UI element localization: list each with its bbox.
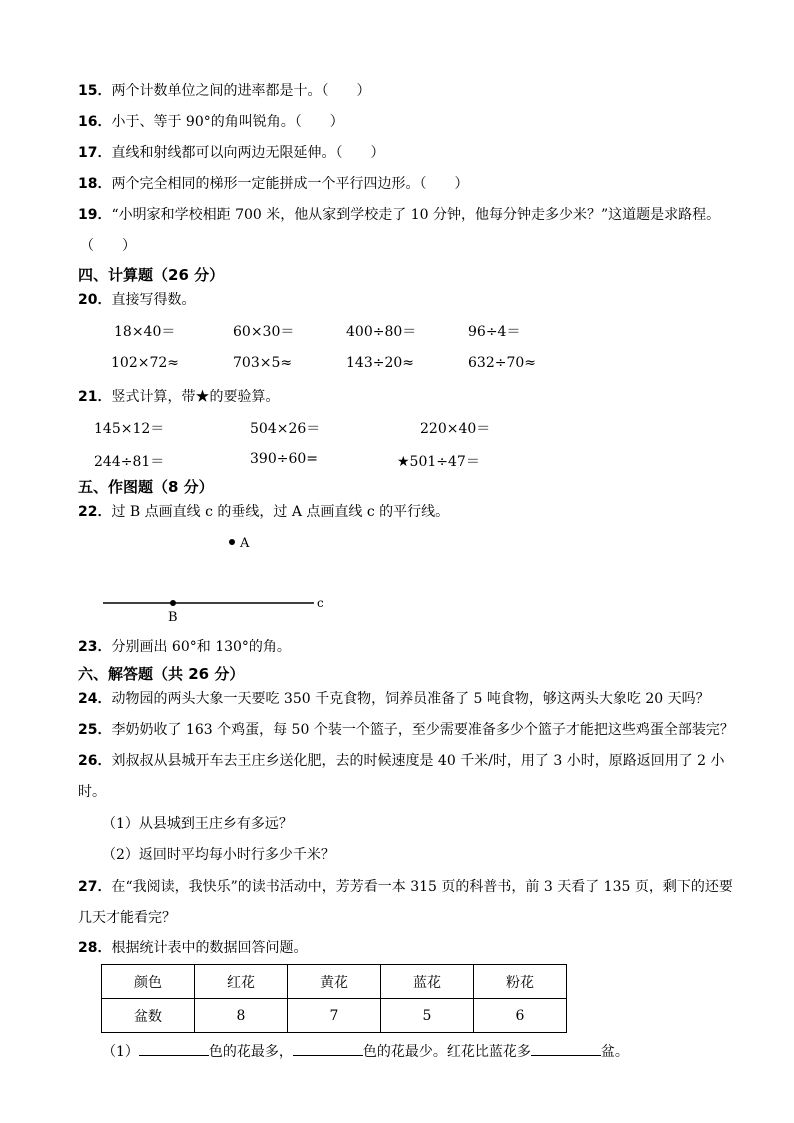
question-26 (78, 751, 725, 771)
table-cell: 红花 (195, 965, 288, 999)
table-cell: 颜色 (102, 965, 195, 999)
question-number: 25． (78, 722, 112, 738)
table-cell: 5 (381, 999, 474, 1033)
question-27 (78, 877, 733, 897)
question-text: 动物园的两头大象一天要吃 350 千克食物，饲养员准备了 5 吨食物，够这两头大象吃 20 天吗？ (111, 691, 710, 707)
question-text: 小于、等于 90°的角叫锐角。（ ） (111, 114, 344, 130)
question-number: 21． (78, 389, 112, 405)
answer-blank[interactable] (531, 1041, 601, 1056)
question-27-continued: 几天才能看完？ (78, 910, 176, 926)
question-text: 在“我阅读，我快乐”的读书活动中，芳芳看一本 315 页的科普书，前 3 天看了 135 页，剩下的还要 (111, 879, 733, 895)
question-number: 16． (78, 114, 112, 130)
question-text: 两个完全相同的梯形一定能拼成一个平行四边形。（ ） (111, 176, 469, 192)
question-28 (78, 938, 307, 958)
question-26-sub-1: （1）从县城到王庄乡有多远？ (102, 816, 293, 832)
expression: 18×40＝ (114, 324, 176, 340)
point-b-label: B (168, 610, 178, 625)
question-number: 15． (78, 83, 112, 99)
question-25 (78, 720, 734, 740)
expression: 96÷4＝ (468, 324, 521, 340)
question-number: 27． (78, 879, 112, 895)
question-text: 直接写得数。 (111, 292, 196, 308)
point-a-label: A (240, 536, 250, 551)
sub-label: （1） (102, 1044, 139, 1060)
answer-blank[interactable] (293, 1041, 363, 1056)
expression: ★501÷47＝ (397, 454, 480, 470)
expression: 145×12＝ (94, 421, 165, 437)
question-text: 两个计数单位之间的进率都是十。（ ） (111, 83, 371, 99)
expression: 400÷80＝ (346, 324, 417, 340)
question-text: 过 B 点画直线 c 的垂线，过 A 点画直线 c 的平行线。 (111, 504, 450, 520)
sub-text: 盆。 (600, 1044, 629, 1060)
question-text: 李奶奶收了 163 个鸡蛋，每 50 个装一个篮子，至少需要准备多少个篮子才能把这些鸡蛋全部装完？ (111, 722, 734, 738)
statistics-table (101, 964, 567, 1033)
sub-text: 色的花最少。红花比蓝花多 (362, 1044, 531, 1060)
expression: 244÷81＝ (94, 454, 165, 470)
section-6-title: 六、解答题（共 26 分） (78, 665, 245, 683)
question-23 (78, 637, 291, 657)
table-cell: 8 (195, 999, 288, 1033)
question-number: 19． (78, 207, 112, 223)
question-number: 20． (78, 292, 112, 308)
section-5-title: 五、作图题（8 分） (78, 478, 214, 496)
table-header-row (102, 965, 567, 999)
question-number: 23． (78, 639, 112, 655)
question-number: 17． (78, 145, 112, 161)
table-row (102, 999, 567, 1033)
question-text: “小明家和学校相距 700 米，他从家到学校走了 10 分钟，他每分钟走多少米？”这道题是求路程。 (111, 207, 721, 223)
section-4-title: 四、计算题（26 分） (78, 266, 225, 284)
point-b-dot (170, 600, 176, 606)
sub-text: 色的花最多， (208, 1044, 293, 1060)
question-number: 24． (78, 691, 112, 707)
table-cell: 蓝花 (381, 965, 474, 999)
answer-blank[interactable] (139, 1041, 209, 1056)
expression: 143÷20≈ (346, 355, 414, 371)
question-text: 刘叔叔从县城开车去王庄乡送化肥，去的时候速度是 40 千米/时，用了 3 小时，原路返回用了 2 小 (111, 753, 725, 769)
question-text: 直线和射线都可以向两边无限延伸。（ ） (111, 145, 385, 161)
question-text: 竖式计算，带★的要验算。 (111, 389, 280, 405)
table-cell: 盆数 (102, 999, 195, 1033)
expression: 632÷70≈ (468, 355, 536, 371)
question-text: 分别画出 60°和 130°的角。 (111, 639, 291, 655)
question-number: 26． (78, 753, 112, 769)
expression: 102×72≈ (111, 355, 179, 371)
expression: 504×26＝ (250, 421, 321, 437)
expression: 220×40＝ (420, 421, 491, 437)
question-text: 根据统计表中的数据回答问题。 (111, 940, 308, 956)
point-a-dot (229, 539, 235, 545)
expression: 703×5≈ (233, 355, 293, 371)
question-26-continued: 时。 (78, 784, 106, 800)
table-cell: 7 (288, 999, 381, 1033)
answer-paren: （ ） (80, 238, 136, 254)
expression: 390÷60= (250, 451, 318, 467)
question-26-sub-2: （2）返回时平均每小时行多少千米？ (102, 847, 335, 863)
question-28-sub-1 (102, 1041, 629, 1062)
table-cell: 黄花 (288, 965, 381, 999)
expression: 60×30＝ (233, 324, 295, 340)
table-cell: 6 (474, 999, 567, 1033)
line-c-label: c (317, 596, 324, 610)
question-24 (78, 689, 710, 709)
question-number: 18． (78, 176, 112, 192)
question-number: 22． (78, 504, 112, 520)
question-number: 28． (78, 940, 112, 956)
table-cell: 粉花 (474, 965, 567, 999)
